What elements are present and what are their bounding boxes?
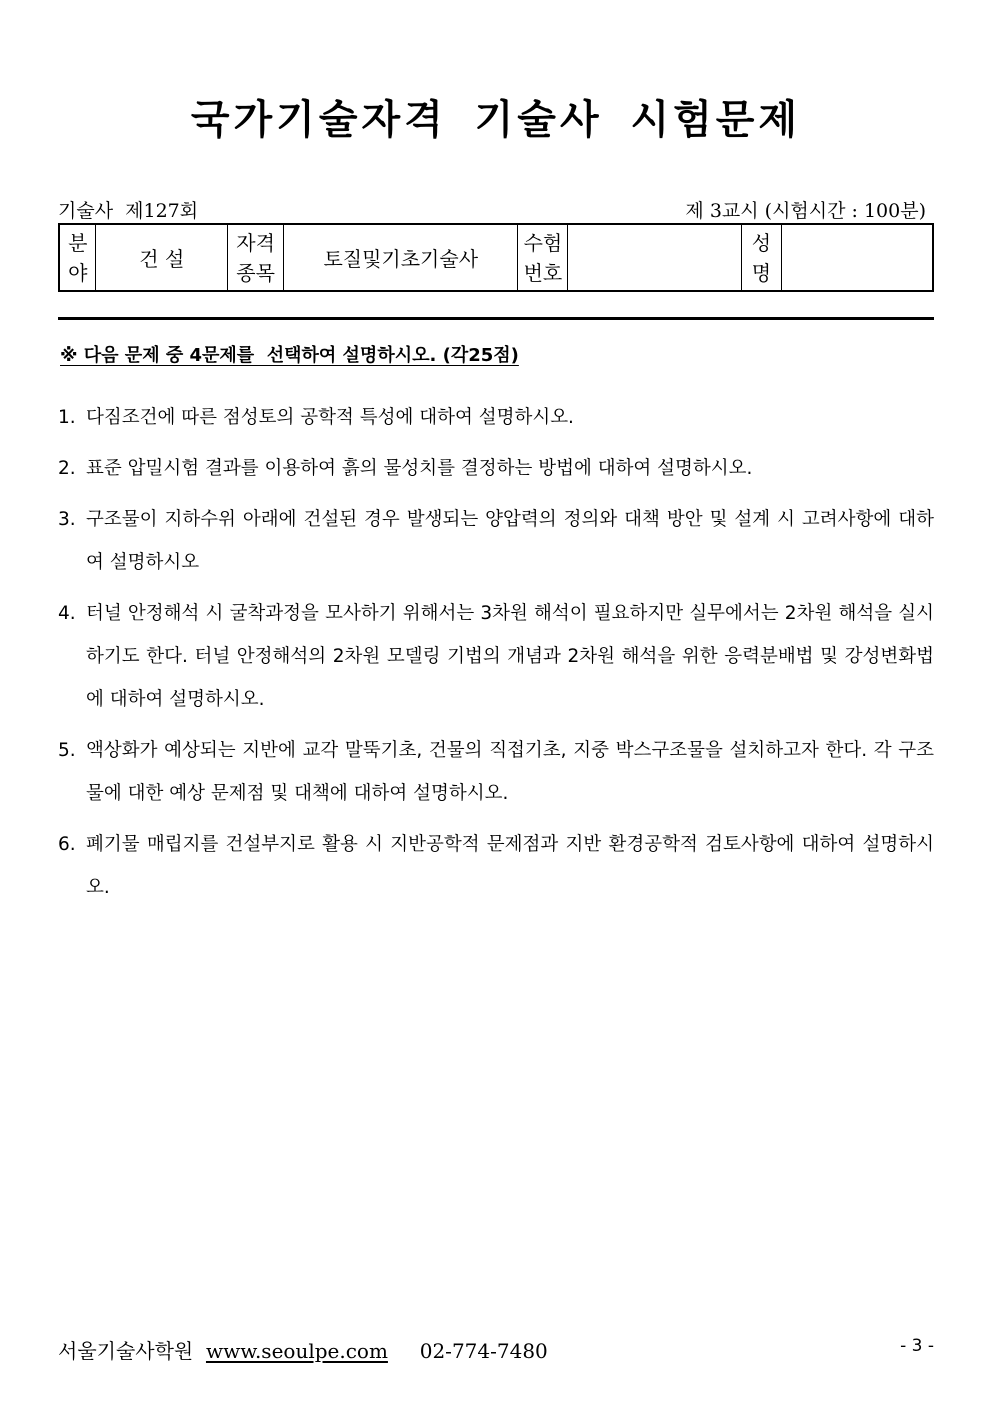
list-item [58,592,934,721]
footer-info [58,1335,548,1364]
exam-number-label: 수험 번호 [518,224,568,291]
qualification-value: 토질및기초기술사 [284,224,518,291]
exam-number-field[interactable] [568,224,742,291]
question-number: 6. [58,834,76,855]
name-field[interactable] [781,224,933,291]
question-text: 다짐조건에 따른 점성토의 공학적 특성에 대하여 설명하시오. [86,407,574,428]
question-text: 터널 안정해석 시 굴착과정을 모사하기 위해서는 3차원 해석이 필요하지만 실무에서는 2차원 해석을 실시하기도 한다. 터널 안정해석의 2차원 모델링 기법의 개념과 2차원 해석을 위한 응력분배법 및 강성변화법에 대하여 설명하시오. [86,603,934,710]
question-number: 5. [58,740,76,761]
question-text: 표준 압밀시험 결과를 이용하여 흙의 물성치를 결정하는 방법에 대하여 설명하시오. [86,458,753,479]
exam-session: 제 3교시 (시험시간 : 100분) [685,200,926,222]
question-number: 3. [58,509,76,530]
page-title: 국가기술자격 기술사 시험문제 [190,96,802,143]
instruction: ※ 다음 문제 중 4문제를 선택하여 설명하시오. (각25점) [60,345,519,366]
question-text: 액상화가 예상되는 지반에 교각 말뚝기초, 건물의 직접기초, 지중 박스구조물을 설치하고자 한다. 각 구조물에 대한 예상 문제점 및 대책에 대하여 설명하시오. [86,740,934,804]
question-number: 4. [58,603,76,624]
list-item [58,447,934,490]
question-number: 2. [58,458,76,479]
question-number: 1. [58,407,76,428]
list-item [58,729,934,815]
field-label: 분 야 [59,224,96,291]
exam-round: 기술사 제127회 [58,200,199,222]
footer-phone: 02-774-7480 [419,1339,548,1363]
qualification-label: 자격 종목 [228,224,284,291]
page-number: - 3 - [900,1336,934,1356]
footer-url-link[interactable]: www.seoulpe.com [205,1339,388,1363]
list-item [58,823,934,909]
name-label: 성 명 [741,224,781,291]
list-item [58,396,934,439]
footer-academy: 서울기술사학원 [58,1339,194,1363]
list-item [58,498,934,584]
exam-info-table [58,223,934,292]
question-text: 폐기물 매립지를 건설부지로 활용 시 지반공학적 문제점과 지반 환경공학적 검토사항에 대하여 설명하시오. [86,834,934,898]
divider [58,317,934,320]
field-value: 건 설 [96,224,228,291]
question-text: 구조물이 지하수위 아래에 건설된 경우 발생되는 양압력의 정의와 대책 방안 및 설계 시 고려사항에 대하여 설명하시오 [86,509,934,573]
question-list [58,396,934,917]
